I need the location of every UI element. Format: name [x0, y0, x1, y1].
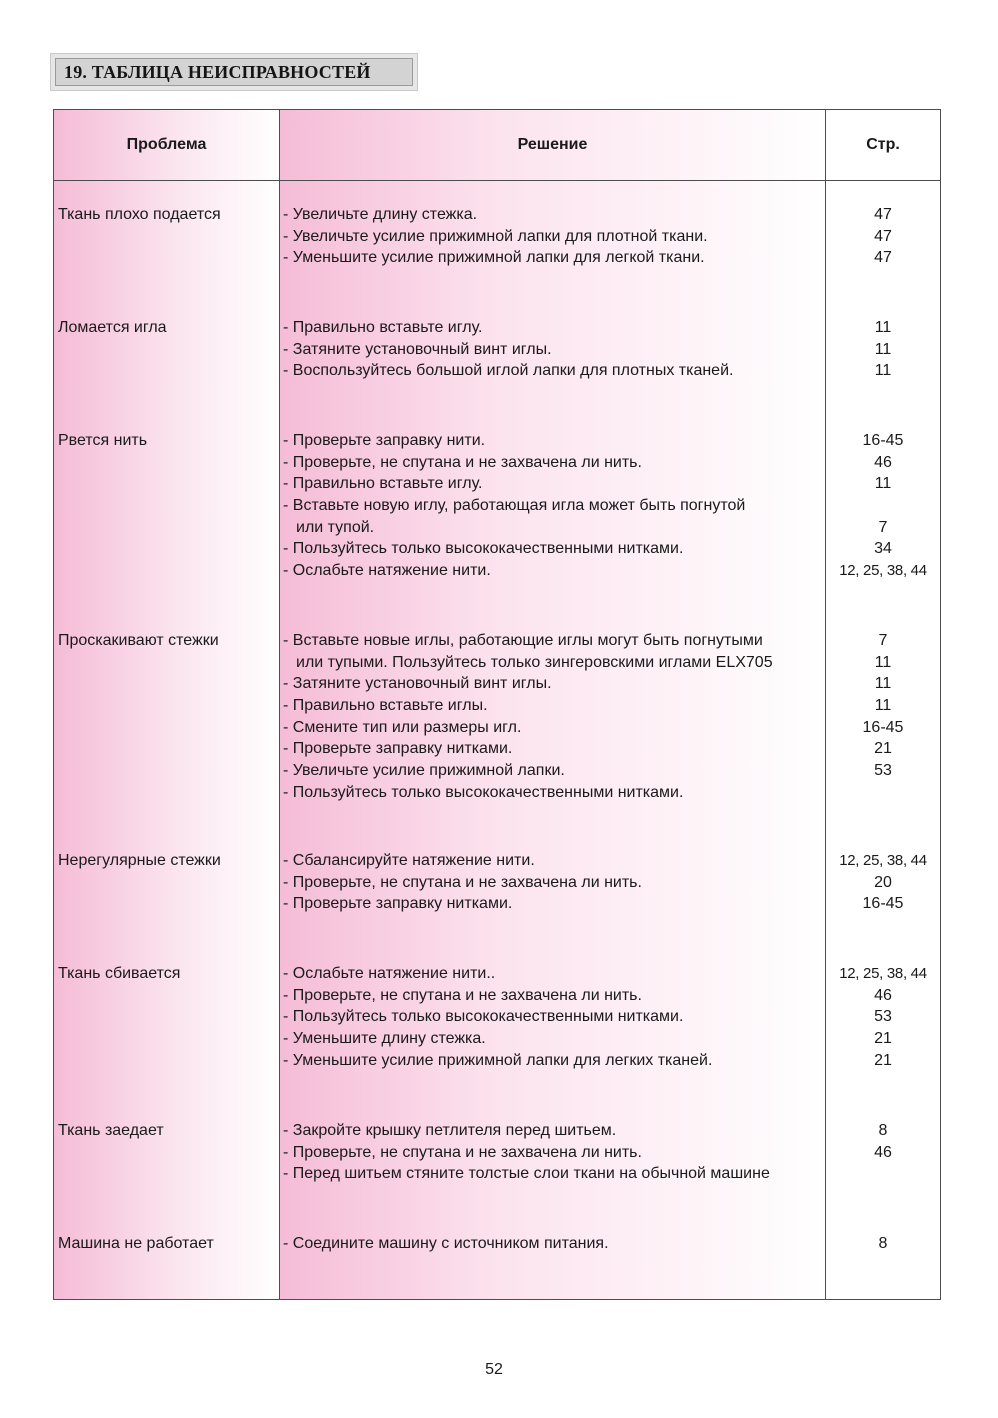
solution-line: - Сбалансируйте натяжение нити.: [283, 852, 535, 869]
page-ref: 21: [874, 1051, 892, 1069]
solution-line: - Пользуйтесь только высококачественными нитками.: [283, 540, 684, 558]
solution-line: - Соедините машину с источником питания.: [283, 1235, 609, 1252]
solution-cell: [283, 317, 823, 382]
page-ref: 46: [874, 1143, 892, 1161]
page-ref: 16-45: [862, 895, 904, 913]
page-ref: [826, 1163, 940, 1185]
section-title: 19. ТАБЛИЦА НЕИСПРАВНОСТЕЙ: [55, 58, 413, 86]
solution-line: - Увеличьте усилие прижимной лапки.: [283, 762, 565, 780]
header-page: Стр.: [866, 136, 900, 153]
problem-cell: Нерегулярные стежки: [58, 852, 221, 869]
solution-line: - Уменьшите усилие прижимной лапки для легкой ткани.: [283, 249, 705, 267]
page-cell: [826, 850, 940, 915]
page-ref: 20: [874, 873, 892, 891]
page-ref: 8: [878, 1235, 888, 1252]
page-cell: [826, 963, 940, 1071]
page-ref: 12, 25, 38, 44: [839, 965, 927, 982]
solution-line: или тупой.: [296, 518, 375, 536]
solution-line: - Ослабьте натяжение нити..: [283, 965, 496, 982]
problem-cell: Машина не работает: [58, 1235, 214, 1252]
solution-line: - Правильно вставьте иглы.: [283, 697, 488, 715]
problem-cell: Ткань заедает: [58, 1122, 164, 1139]
solution-cell: [283, 430, 823, 582]
page-ref: 47: [874, 206, 892, 223]
solution-line: - Затяните установочный винт иглы.: [283, 340, 552, 358]
page-ref: 11: [874, 362, 892, 380]
solution-line: - Проверьте заправку нити.: [283, 432, 486, 449]
page-cell: [826, 1120, 940, 1185]
page-ref: 47: [874, 249, 892, 267]
page-ref: 53: [874, 1008, 892, 1026]
solution-line: - Правильно вставьте иглу.: [283, 319, 483, 336]
solution-cell: [283, 630, 823, 804]
solution-line: - Проверьте заправку нитками.: [283, 895, 513, 913]
page-ref: 11: [874, 475, 892, 493]
page-ref: 7: [878, 632, 888, 649]
page-ref: 16-45: [862, 432, 904, 449]
problem-cell: Ломается игла: [58, 319, 167, 336]
solution-line: - Проверьте, не спутана и не захвачена ли нить.: [283, 873, 642, 891]
page-ref: 8: [878, 1122, 888, 1139]
page-ref: [826, 495, 940, 517]
page-ref: 12, 25, 38, 44: [839, 852, 927, 869]
solution-line: - Правильно вставьте иглу.: [283, 475, 483, 493]
solution-line: - Проверьте, не спутана и не захвачена ли нить.: [283, 1143, 642, 1161]
solution-line: - Затяните установочный винт иглы.: [283, 675, 552, 693]
page-ref: 11: [874, 697, 892, 715]
page-ref: 53: [874, 762, 892, 780]
solution-line: - Уменьшите усилие прижимной лапки для легких тканей.: [283, 1051, 713, 1069]
solution-line: - Проверьте, не спутана и не захвачена ли нить.: [283, 453, 642, 471]
problem-cell: Проскакивают стежки: [58, 632, 219, 649]
solution-line: - Пользуйтесь только высококачественными нитками.: [283, 783, 684, 801]
solution-cell: [283, 850, 823, 915]
page-cell: [826, 630, 940, 804]
solution-line: - Вставьте новую иглу, работающая игла может быть погнутой: [283, 497, 746, 515]
page-ref: 12, 25, 38, 44: [839, 562, 927, 580]
problem-cell: Ткань плохо подается: [58, 206, 221, 223]
solution-cell: [283, 1120, 823, 1185]
page-ref: 11: [874, 340, 892, 358]
section-title-box: [50, 53, 418, 91]
solution-line: - Вставьте новые иглы, работающие иглы могут быть погнутыми: [283, 632, 763, 649]
page-cell: [826, 317, 940, 382]
page-ref: 21: [874, 1030, 892, 1048]
page-ref: 11: [874, 319, 892, 336]
solution-line: - Пользуйтесь только высококачественными нитками.: [283, 1008, 684, 1026]
problem-cell: Рвется нить: [58, 432, 148, 449]
page-ref: 11: [874, 675, 892, 693]
page-ref: 11: [874, 653, 892, 671]
solution-line: - Проверьте заправку нитками.: [283, 740, 513, 758]
page-ref: 47: [874, 227, 892, 245]
solution-line: - Смените тип или размеры игл.: [283, 718, 522, 736]
page-cell: [826, 430, 940, 582]
solution-line: - Уменьшите длину стежка.: [283, 1030, 486, 1048]
page-ref: 46: [874, 453, 892, 471]
troubleshooting-table: [53, 109, 941, 1300]
header-problem: Проблема: [126, 136, 207, 153]
solution-line: - Закройте крышку петлителя перед шитьем.: [283, 1122, 617, 1139]
header-solution: Решение: [517, 136, 588, 153]
page-ref: 34: [874, 540, 892, 558]
page-ref: 16-45: [862, 718, 904, 736]
page-cell: [826, 1233, 940, 1255]
solution-line: - Проверьте, не спутана и не захвачена ли нить.: [283, 986, 642, 1004]
page-ref: 46: [874, 986, 892, 1004]
problem-cell: Ткань сбивается: [58, 965, 181, 982]
page-cell: [826, 204, 940, 269]
solution-line: - Перед шитьем стяните толстые слои ткани на обычной машине: [283, 1165, 770, 1183]
solution-line: - Воспользуйтесь большой иглой лапки для плотных тканей.: [283, 362, 734, 380]
page-ref: 21: [874, 740, 892, 758]
page-number: 52: [485, 1361, 503, 1378]
solution-line: - Увеличьте длину стежка.: [283, 206, 478, 223]
solution-cell: [283, 963, 823, 1071]
solution-line: - Увеличьте усилие прижимной лапки для плотной ткани.: [283, 227, 708, 245]
solution-cell: [283, 1233, 823, 1255]
solution-line: - Ослабьте натяжение нити.: [283, 562, 491, 580]
header-divider: [54, 180, 940, 181]
page-ref: [826, 782, 940, 804]
page-ref: 7: [878, 518, 888, 536]
solution-line: или тупыми. Пользуйтесь только зингеровскими иглами ELX705: [296, 653, 773, 671]
solution-cell: [283, 204, 823, 269]
